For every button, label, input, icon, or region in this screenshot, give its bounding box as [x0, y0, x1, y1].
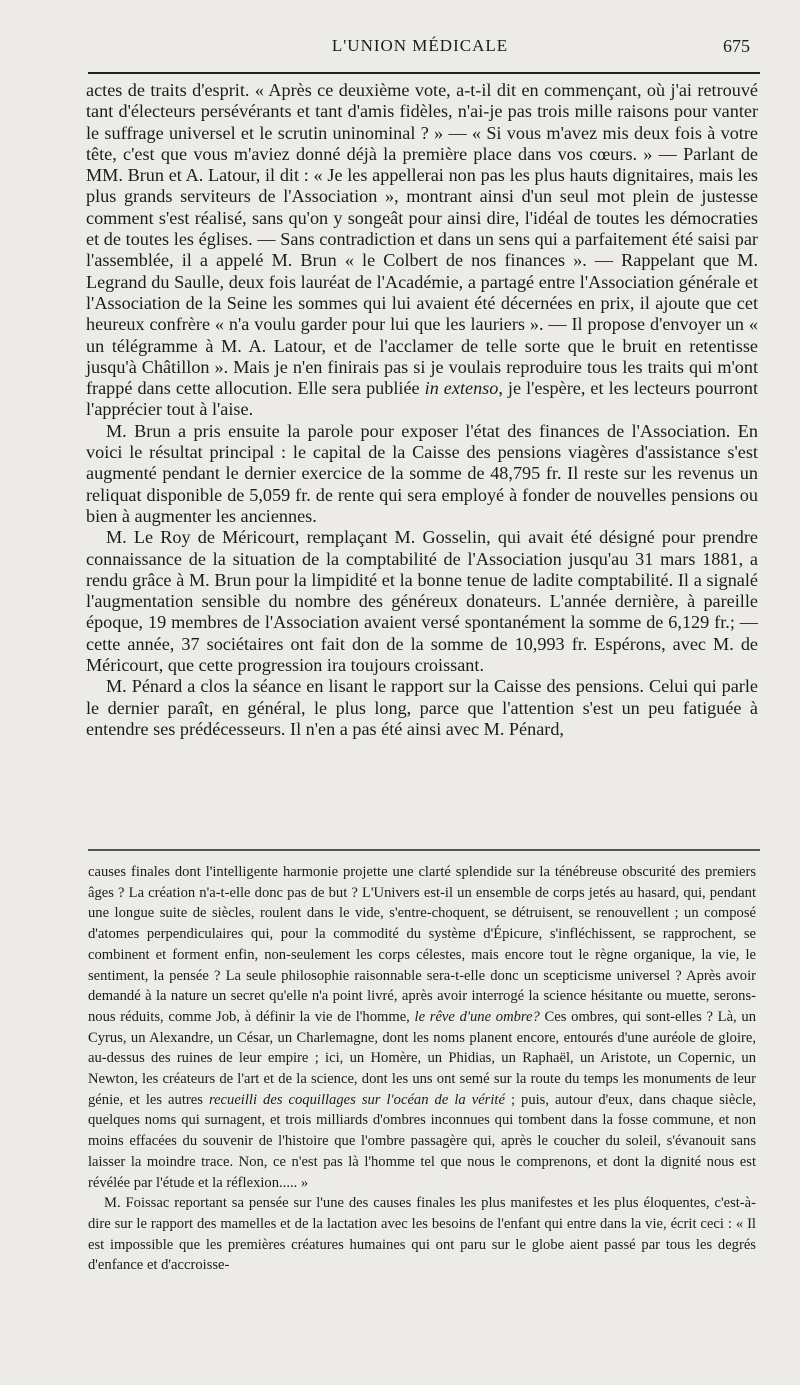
paragraph-1-italic: in extenso	[424, 378, 499, 399]
footnote-text-c: ; puis, autour d'eux, dans chaque siècle, quelques noms qui surnagent, et trois milliards d'ombres inconnues qui tombent dans la fosse commune, et non moins effacées du souvenir de l'histoire que l'ombre passagère qui, après le coucher du soleil, s'évanouit sans laisser la moindre trace. Non, ce n'est pas là l'homme tel que nous le comprenons, et dont la dignité nous est révélée par l'étude et la réflexion..... »	[88, 1091, 756, 1191]
paragraph-4: M. Pénard a clos la séance en lisant le rapport sur la Caisse des pensions. Celui qui parle le dernier paraît, en général, le plus long, parce que l'attention s'est un peu fatiguée à entendre ses prédécesseurs. Il n'en a pas été ainsi avec M. Pénard,	[86, 676, 758, 739]
footnote-italic-2: recueilli des coquillages sur l'océan de la vérité	[208, 1091, 505, 1108]
paragraph-1-text-a: actes de traits d'esprit. « Après ce deuxième vote, a-t-il dit en commençant, où j'ai retrouvé tant d'électeurs persévérants et tant d'amis fidèles, n'ai-je pas trois mille raisons pour vanter le suffrage universel et le scrutin uninominal ? » — « Si vous m'avez mis deux fois à votre tête, c'est que vous m'aviez donné déjà la première place dans vos cœurs. » — Parlant de MM. Brun et A. Latour, il dit : « Je les appellerai non pas les plus hauts dignitaires, mais les plus grands serviteurs de l'Association », montrant ainsi d'un seul mot plein de justesse comment s'est réalisé, sans qu'on y songeât pour ainsi dire, l'idéal de toutes les démocraties et de toutes les églises. — Sans contradiction et dans un sens qui a parfaitement été saisi par l'assemblée, il a appelé M. Brun « le Colbert de nos finances ». — Rappelant que M. Legrand du Saulle, deux fois lauréat de l'Académie, a partagé entre l'Association générale et l'Association de la Seine les sommes qui lui avaient été décernées en prix, il ajoute que cet heureux confrère « n'a voulu garder pour lui que les lauriers ». — Il propose d'envoyer un « un télégramme à M. A. Latour, et de l'acclamer de telle sorte que le bruit en retentisse jusqu'à Châtillon ». Mais je n'en finirais pas si je voulais reproduire tous les traits qui m'ont frappé dans cette allocution. Elle sera publiée	[86, 80, 758, 399]
paragraph-2: M. Brun a pris ensuite la parole pour exposer l'état des finances de l'Association. En voici le résultat principal : le capital de la Caisse des pensions viagères d'assistance s'est augmenté pendant le dernier exercice de la somme de 48,795 fr. Il reste sur les revenus un reliquat disponible de 5,059 fr. de rente qui sera employé à fonder de nouvelles pensions ou bien à augmenter les anciennes.	[86, 420, 758, 526]
paragraph-1	[86, 80, 758, 421]
footnote-text-a: causes finales dont l'intelligente harmonie projette une clarté splendide sur la ténébreuse obscurité des premiers âges ? La création n'a-t-elle donc pas de but ? L'Univers est-il un ensemble de corps jetés au hasard, qui, pendant une longue suite de siècles, roulent dans le vide, s'entre-choquent, se détruisent, se renouvellent ; un composé d'atomes perpendiculaires qui, pour la commodité du système d'Épicure, s'infléchissent, se rapprochent, se combinent et forment enfin, non-seulement les corps célestes, mais encore tout le règne organique, la vie, le sentiment, la pensée ? La seule philosophie raisonnable sera-t-elle donc un scepticisme universel ? Après avoir demandé à la nature un secret qu'elle n'a point livré, après avoir interrogé la science hésitante ou muette, serons-nous réduits, comme Job, à définir la vie de l'homme,	[88, 864, 756, 1025]
main-text	[86, 80, 758, 740]
footnote-text-b: Ces ombres, qui sont-elles ? Là, un Cyrus, un Alexandre, un César, un Charlemagne, dont les noms planent encore, entourés d'une auréole de gloire, au-dessus des ruines de leur empire ; ici, un Homère, un Phidias, un Raphaël, un Aristote, un Copernic, un Newton, les créateurs de l'art et de la science, dont les uns ont semé sur la route du temps les monuments de leur génie, et les autres	[88, 1008, 757, 1108]
footnote-divider	[88, 849, 760, 851]
paragraph-1-text-b: , je l'espère, et les lecteurs pourront l'apprécier tout à l'aise.	[86, 378, 758, 420]
header-rule	[88, 72, 760, 74]
footnote-italic-1: le rêve d'une ombre?	[414, 1008, 540, 1025]
footnote-paragraph-1	[88, 862, 756, 1193]
footnote-text	[88, 862, 756, 1276]
paragraph-3: M. Le Roy de Méricourt, remplaçant M. Gosselin, qui avait été désigné pour prendre connaissance de la situation de la comptabilité de l'Association jusqu'au 31 mars 1881, a rendu grâce à M. Brun pour la limpidité et la bonne tenue de ladite comptabilité. Il a signalé l'augmentation sensible du nombre des généreux donateurs. L'année dernière, à pareille époque, 19 membres de l'Association avaient versé spontanément la somme de 6,129 fr.; — cette année, 37 sociétaires ont fait don de la somme de 10,993 fr. Espérons, avec M. de Méricourt, que cette progression ira toujours croissant.	[86, 527, 758, 676]
journal-title: L'UNION MÉDICALE	[331, 36, 509, 55]
running-head	[80, 36, 760, 60]
page-number: 675	[723, 36, 750, 56]
footnote-paragraph-2: M. Foissac reportant sa pensée sur l'une des causes finales les plus manifestes et les plus éloquentes, c'est-à-dire sur le rapport des mamelles et de la lactation avec les besoins de l'enfant qui entre dans la vie, écrit ceci : « Il est impossible que les premières créatures humaines qui ont paru sur le globe aient passé par tous les degrés d'enfance et d'accroisse-	[88, 1195, 756, 1274]
